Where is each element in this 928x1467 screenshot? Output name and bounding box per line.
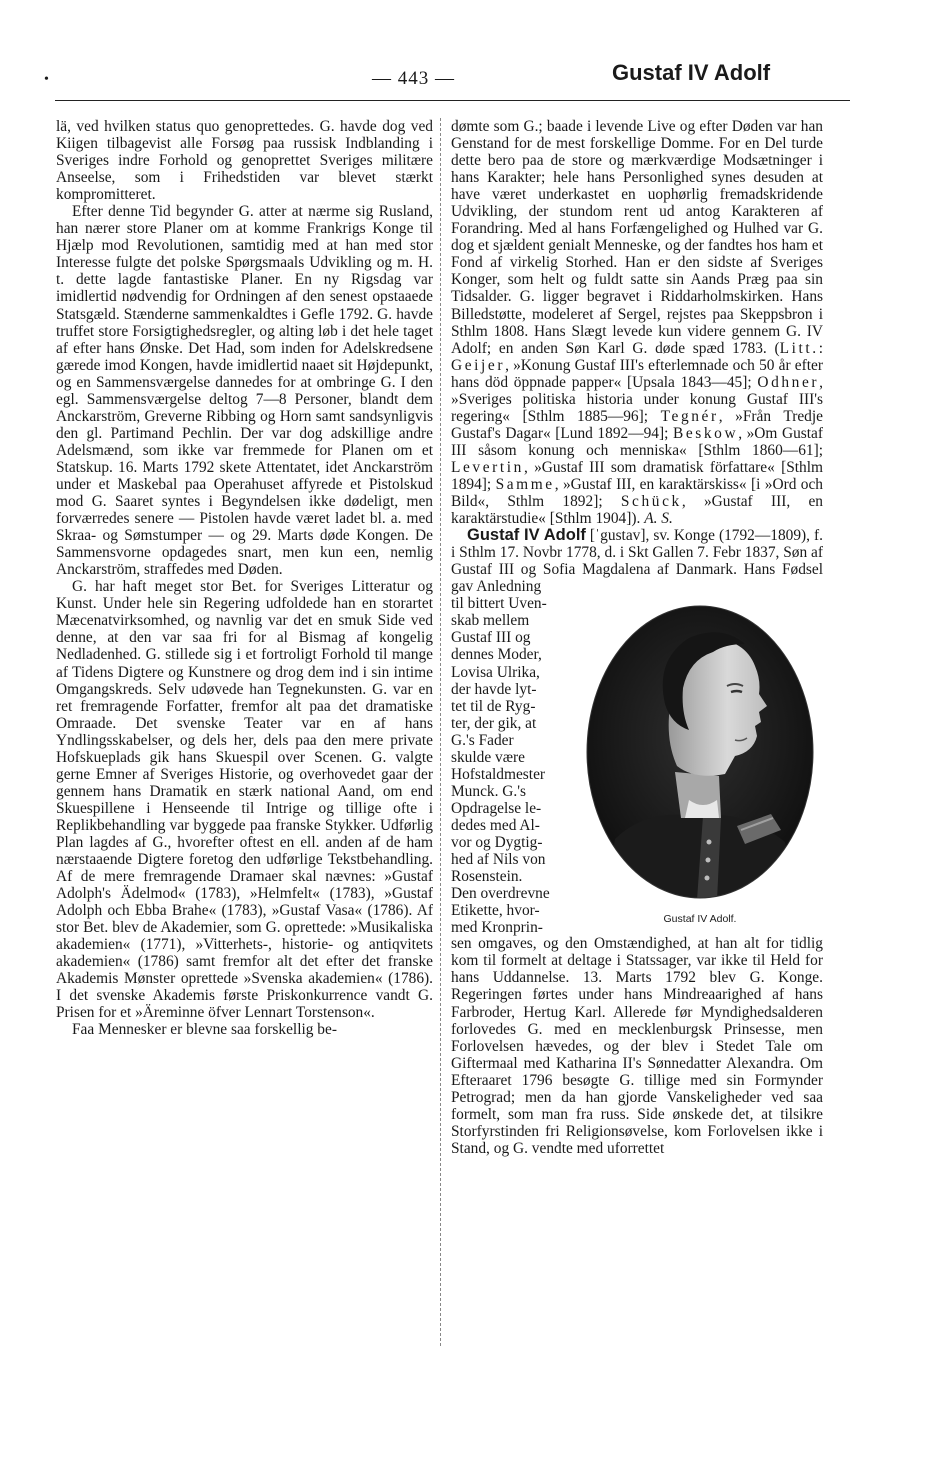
wrap-line: Den overdrevne <box>451 885 550 903</box>
entry-intro: [ˈgustav], sv. Konge (1792—1809), f. i Sthlm 17. Novbr 1778, d. i Skt Gallen 7. Febr 1837, Søn af Gustaf III og Sofia Magdalena af Danmark. Hans Fødsel gav Anledning <box>451 527 823 596</box>
text-run: dømte som G.; baade i levende Live og efter Døden var han Genstand for de mest forskellige Domme. For en Del turde dette bero paa de store og mærkværdige Modsætninger i hans Karakter; hele hans Personlighed synes desuden at have været underkastet en uophørlig fremadskridende Udvikling, der stundom rent ud antog Karakteren af Forandring. Med al hans Forfængelighed og Hulhed var G. dog et sjældent genialt Menneske, og der fandtes hos ham et Fond af virkelig Storhed. Han er den sidste af Sveriges Konger, som helt og fuldt satte sin Aands Præg paa sin Tidsalder. G. ligger begravet i Riddarholmskirken. Hans Billedstøtte, modeleret af Sergel, rejstes paa Skeppsbron i Sthlm 1808. Hans Slægt levede kun videre gennem G. IV Adolf; en anden Søn Karl G. døde spæd 1783. ( <box>451 118 823 357</box>
wrap-line: dedes med Al- <box>451 816 540 834</box>
text-run: , »Gustaf III, en karaktärstudie« [Sthlm 1904]). <box>451 493 824 528</box>
left-column <box>56 118 433 1039</box>
entry-heading: Gustaf IV Adolf <box>467 526 586 545</box>
portrait-image <box>585 604 815 900</box>
wrap-line: Opdragelse le- <box>451 799 542 817</box>
wrap-line: tet til de Ryg- <box>451 697 536 715</box>
wrap-line: Munck. G.'s <box>451 782 527 800</box>
paragraph-gustaf-iii-conclusion <box>451 118 823 527</box>
column-divider <box>440 118 441 1346</box>
right-column <box>451 118 823 1157</box>
portrait-oval <box>585 604 815 900</box>
wrap-line: Hofstaldmester <box>451 765 546 783</box>
literature-label: Litt. <box>779 339 819 357</box>
text-run: , »Gustaf III som dramatisk författare« [Sthlm 1894]; <box>451 458 823 493</box>
wrapped-text <box>451 595 569 936</box>
wrap-line: skab mellem <box>451 612 530 630</box>
wrap-line: til bittert Uven- <box>451 595 547 613</box>
wrap-line: hed af Nils von <box>451 851 546 869</box>
wrap-line: Lovisa Ulrika, <box>451 663 540 681</box>
text-run: , »Om Gustaf III såsom konung och menniska« [Sthlm 1860—61]; <box>451 424 824 459</box>
paragraph: lä, ved hvilken status quo genoprettedes. G. havde dog ved Kiigen tilbagevist alle Forsøg paa russisk Indblanding i Sveriges indre Forhold og genoprettet Sveriges militære Anseelse, som i Frihedstiden var blevet stærkt kompromitteret. <box>56 118 433 204</box>
wrap-line: G.'s Fader <box>451 731 514 749</box>
wrap-line: der havde lyt- <box>451 680 537 698</box>
wrap-line: Gustaf III og <box>451 629 531 647</box>
wrap-line: vor og Dygtig- <box>451 833 543 851</box>
text-run: , »Gustaf III, en karaktärskiss« [i »Ord och Bild«, Sthlm 1892]; <box>451 475 823 511</box>
portrait-caption: Gustaf IV Adolf. <box>663 913 737 926</box>
author-name: Samme <box>495 475 555 493</box>
text-run: : <box>818 339 823 357</box>
portrait-wrap-block <box>451 595 823 935</box>
author-name: Odhner <box>757 373 820 391</box>
wrap-line: Etikette, hvor- <box>451 902 540 920</box>
wrap-line: ter, der gik, at <box>451 714 537 732</box>
wrap-line: dennes Moder, <box>451 646 542 664</box>
paragraph: Faa Mennesker er blevne saa forskellig be- <box>72 1021 337 1039</box>
author-name: Geijer <box>451 356 506 374</box>
text-run: , »Sveriges politiska historia under konung Gustaf III's regering« [Sthlm 1885—96]; <box>451 373 823 425</box>
text-run: , »Från Tredje Gustaf's Dagar« [Lund 1892—94]; <box>451 407 823 442</box>
wrap-line: skulde være <box>451 748 525 766</box>
margin-mark: • <box>44 72 49 87</box>
author-name: Tegnér <box>660 407 719 425</box>
wrap-line: Rosenstein. <box>451 868 523 886</box>
wrap-line: med Kronprin- <box>451 919 543 937</box>
entry-paragraph <box>451 527 823 595</box>
author-name: Levertin <box>451 458 524 476</box>
author-name: Schück <box>620 493 682 511</box>
running-header-title: Gustaf IV Adolf <box>612 60 771 85</box>
author-name: Beskow <box>672 424 739 442</box>
paragraph: Efter denne Tid begynder G. atter at nærme sig Rusland, han nærer store Planer om at komme Frankrigs Konge til Hjælp mod Revolutionen, samtidig med at han med stor Interesse fulgte det polske Spørgsmaals Udvikling og m. H. t. dette lagde fantastiske Planer. En ny Rigsdag var imidlertid nødvendig for Ordningen af den senest opstaaede Statsgæld. Stænderne sammenkaldtes i Gefle 1792. G. havde truffet store Forsigtighedsregler, og alting løb i det hele taget af efter hans Ønske. Det Had, som inden for Adelskredsene gærede imod Kongen, havde imidlertid naaet sit Højdepunkt, og en Sammensværgelse dannedes for at ombringe G. I den egl. Sammensværgelse deltog 7—8 Personer, blandt dem Anckarström, Greverne Ribbing og Horn samt sandsynligvis den gl. Partimand Pechlin. Der var dog adskillige andre Adelsmænd, som ikke var fremmede for Planen om et Statskup. 16. Marts 1792 skete Attentatet, idet Anckarström under et Maskebal paa Operahuset affyrede et Pistolskud mod G. Saaret syntes i Begyndelsen ikke dødeligt, men forværredes senere — Pistolen havde været ladet bl. a. med Skraa- og Sømstumper — og 29. Marts døde Kongen. De Sammensvorne opdagedes snart, men kun een, nemlig Anckarström, straffedes med Døden. <box>56 203 433 579</box>
author-signature: A. S. <box>644 510 673 528</box>
page-number: — 443 — <box>372 68 455 89</box>
text-run: , »Konung Gustaf III's efterlemnade och 50 år efter hans död öppnade papper« [Upsala 1843—45]; <box>451 356 823 391</box>
paragraph: sen omgaves, og den Omstændighed, at han alt for tidlig kom til formelt at deltage i Statssager, var ikke til Held for hans Uddannelse. 13. Marts 1792 blev G. Konge. Regeringen førtes under hans Mindreaarighed af hans Farbroder, Hertug Karl. Allerede før Myndighedsalderen forlovedes G. med en mecklenburgsk Prinsesse, men Forlovelsen hævedes, og der blev i Stedet Tale om Giftermaal med Katharina II's Sønnedatter Alexandra. Om Efteraaret 1796 besøgte G. tillige med sin Formynder Petrograd; men da han gjorde Vanskeligheder ved saa formelt, som man fra russ. Side ønskede det, at tilsikre Storfyrstinden fri Religionsøvelse, kom Forlovelsen ikke i Stand, og G. vendte med uforrettet <box>451 935 823 1157</box>
paragraph: G. har haft meget stor Bet. for Sveriges Litteratur og Kunst. Under hele sin Regering udfoldede han en storartet Mæcenatvirksomhed, og navnlig var det en smuk Side ved denne, at den var saa fri for al Bismag af kongelig Nedladenhed. G. stillede sig i et fortroligt Forhold til mange af Tidens Digtere og Kunstnere og drog dem ind i sin intime Omgangskreds. Selv udøvede han Tegnekunsten. G. var en ret fremragende Forfatter, fremfor alt paa det dramatiske Omraade. Det svenske Teater var en af hans Yndlingsskabelser, og dels her, dels paa den mere private Hofskueplads gik hans Skuespil over Scenen. G. valgte gerne Emner af Sveriges Historie, og overhovedet gaar der gennem hans Dramatik en stærk national Aand, om end Skuespillene i Henseende til Intrige og tillige ofte i Replikbehandling var byggede paa franske Stykker. Udførlig Plan lagdes af G., hvorefter oftest en ell. anden af de ham nærstaaende Digtere foretog den udførlige Tekstbehandling. Af de mere fremragende Dramaer skal nævnes: »Gustaf Adolph's Ädelmod« (1783), »Helmfelt« (1783), »Gustaf Adolph och Ebba Brahe« (1783), »Gustaf Vasa« (1786). Af stor Bet. blev de Akademier, som G. oprettede: »Musikaliska akademien« (1771), »Vitterhets-, historie- og antiqvitets akademien« (1786) samt fremfor alt det efter det franske Akademis Mønster oprettede »Svenska akademien« (1786). I det svenske Akademis første Priskonkurrence vandt G. Prisen for et »Äreminne öfver Lennart Torstenson«. <box>56 578 433 1022</box>
header-rule <box>55 100 850 101</box>
